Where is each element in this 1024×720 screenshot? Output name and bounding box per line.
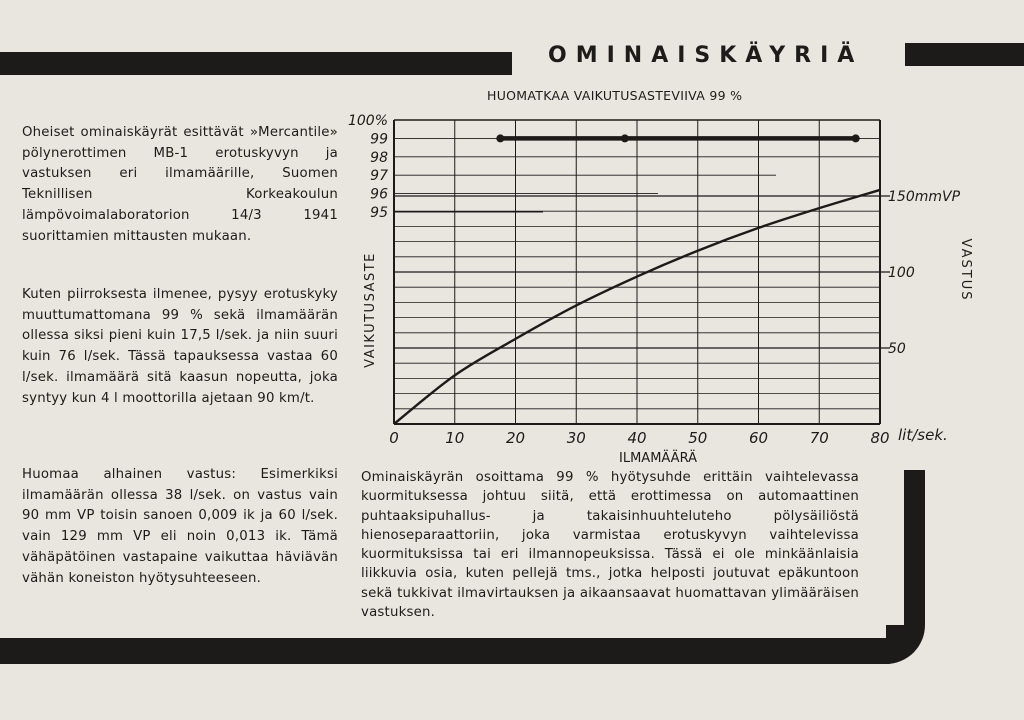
x-tick-label: 70 — [809, 429, 829, 447]
x-tick-label: 10 — [445, 429, 465, 447]
x-unit-label: lit/sek. — [898, 426, 948, 444]
y-left-tick-label: 99 — [370, 131, 388, 148]
x-tick-label: 20 — [505, 429, 526, 447]
x-axis-label: ILMAMÄÄRÄ — [619, 451, 697, 466]
y-left-tick-label: 95 — [370, 205, 388, 221]
y-left-tick-label: 97 — [370, 168, 388, 185]
page-heading: OMINAISKÄYRIÄ — [548, 43, 864, 68]
intro-paragraph: Oheiset ominaiskäyrät esittävät »Mercantile» pölynerottimen MB-1 erotuskyvyn ja vastuksen eri ilmamäärille, Suomen Teknillisen Korkeakoulun lämpövoimalaboratorion 14/3 1941 suorittamien mittausten mukaan. — [22, 125, 338, 244]
efficiency-point — [852, 134, 860, 142]
y-right-tick-label: 150mmVP — [888, 189, 961, 205]
x-tick-label: 50 — [688, 429, 708, 447]
y-right-tick-label: 50 — [888, 341, 906, 357]
efficiency-point — [621, 134, 629, 142]
x-tick-label: 40 — [627, 429, 647, 447]
y-left-tick-label: 100% — [347, 113, 388, 129]
y-right-tick-label: 100 — [888, 265, 915, 281]
chart-labels — [348, 113, 961, 447]
x-tick-label: 30 — [566, 429, 586, 447]
left-axis-title: VAIKUTUSASTE — [363, 252, 378, 368]
y-left-tick-label: 96 — [370, 186, 388, 203]
right-axis-title: VASTUS — [958, 238, 973, 302]
closing-paragraph: Ominaiskäyrän osoittama 99 % hyötysuhde erittäin vaihtelevassa kuormituksessa johtuu siitä, että erottimessa on automaattinen puhtaaksipuhallus- ja takaisinhuuhteluteho pölysäiliöstä hienoseparaattoriin, joka varmistaa erotuskyvyn vaihtelevissa kuormituksissa tai eri ilmannopeuksissa. Tässä ei ole minkäänlaisia liikkuvia osia, kuten pellejä tms., jotka helposti joutuvat epäkuntoon sekä tukkivat ilmavirtauksen ja aikaansaavat huomattavan ylimääräisen vastuksen. — [361, 470, 859, 621]
efficiency-point — [496, 134, 504, 142]
x-tick-label: 0 — [389, 429, 399, 447]
y-left-tick-label: 98 — [370, 149, 388, 166]
resistance-paragraph: Huomaa alhainen vastus: Esimerkiksi ilmamäärän ollessa 38 l/sek. on vastus vain 90 mm VP toisin sanoen 0,009 ik ja 60 l/sek. vain 129 mm VP eli noin 0,013 ik. Tämä vähäpätöinen vastapaine vaikuttaa häviävän vähän koneiston hyötysuhteeseen. — [22, 467, 338, 586]
efficiency-paragraph: Kuten piirroksesta ilmenee, pysyy erotuskyky muuttumattomana 99 % sekä ilmamäärän ollessa siksi pieni kuin 17,5 l/sek. ja niin suuri kuin 76 l/sek. Tässä tapauksessa vastaa 60 l/sek. ilmamäärä sitä kaasun nopeutta, joka syntyy kun 4 l moottorilla ajetaan 90 km/t. — [22, 287, 338, 406]
x-tick-label: 60 — [748, 429, 769, 447]
x-tick-label: 80 — [870, 429, 890, 447]
chart-subheading: HUOMATKAA VAIKUTUSASTEVIIVA 99 % — [487, 88, 743, 103]
chart-grid — [394, 120, 890, 424]
